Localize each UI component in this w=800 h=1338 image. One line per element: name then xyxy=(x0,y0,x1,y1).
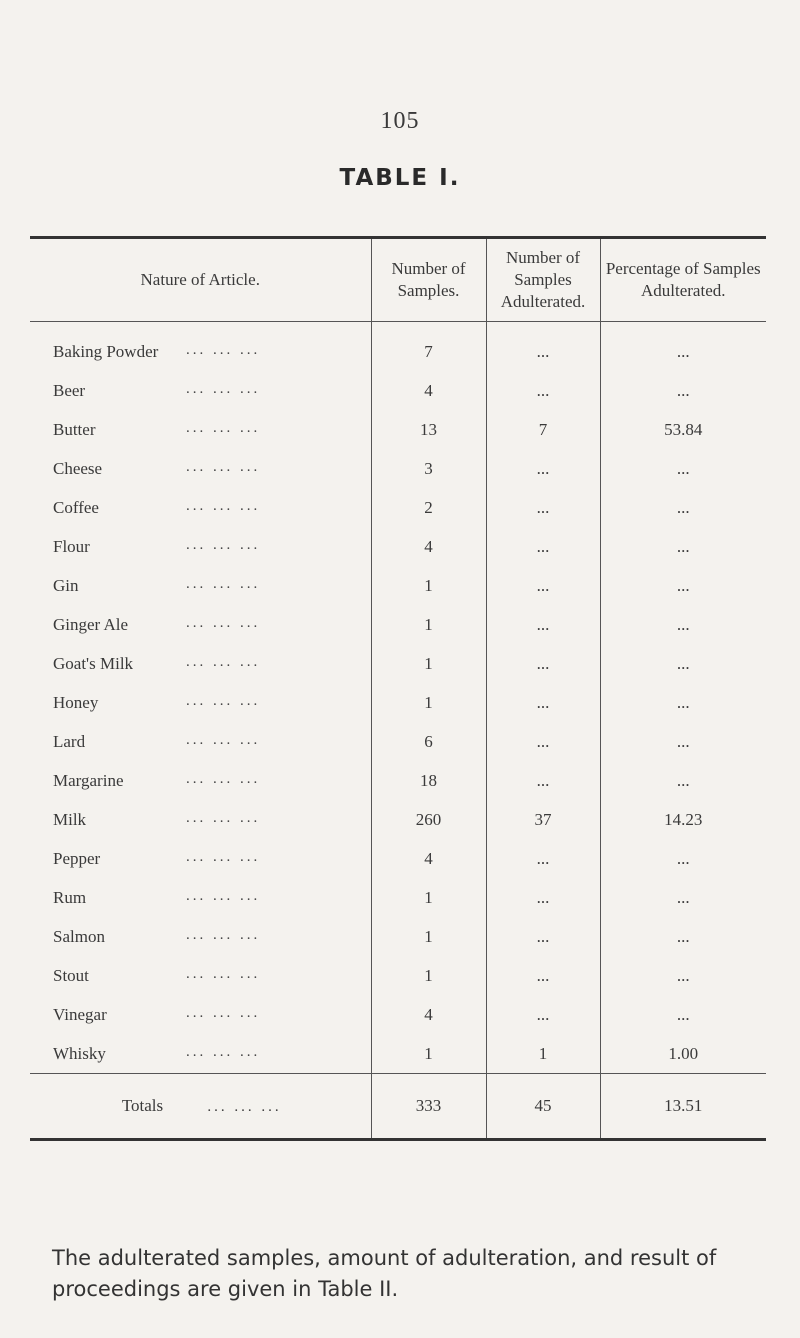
samples-cell: 4 xyxy=(371,995,486,1034)
totals-leader-dots: ... ... ... xyxy=(207,1099,282,1115)
samples-cell: 260 xyxy=(371,800,486,839)
samples-cell: 18 xyxy=(371,761,486,800)
table-row xyxy=(30,449,766,488)
article-cell xyxy=(30,566,371,605)
samples-cell: 2 xyxy=(371,488,486,527)
adulterated-cell: ... xyxy=(486,839,600,878)
percentage-cell: ... xyxy=(600,917,766,956)
percentage-cell: ... xyxy=(600,322,766,372)
percentage-cell: ... xyxy=(600,995,766,1034)
table-row xyxy=(30,566,766,605)
adulterated-cell: ... xyxy=(486,566,600,605)
leader-dots: ... ... ... xyxy=(186,380,261,397)
table-body xyxy=(30,322,766,1074)
percentage-cell: ... xyxy=(600,956,766,995)
article-cell xyxy=(30,761,371,800)
samples-cell: 1 xyxy=(371,566,486,605)
leader-dots: ... ... ... xyxy=(186,575,261,592)
adulterated-cell: ... xyxy=(486,761,600,800)
percentage-cell: 53.84 xyxy=(600,410,766,449)
leader-dots: ... ... ... xyxy=(186,887,261,904)
percentage-cell: ... xyxy=(600,566,766,605)
table-title: TABLE I. xyxy=(339,165,461,191)
article-name: Honey xyxy=(53,692,99,712)
article-name: Flour xyxy=(53,536,90,556)
adulterated-cell: 7 xyxy=(486,410,600,449)
percentage-cell: 14.23 xyxy=(600,800,766,839)
adulterated-cell: 37 xyxy=(486,800,600,839)
article-cell xyxy=(30,956,371,995)
table-row xyxy=(30,322,766,372)
article-cell xyxy=(30,488,371,527)
totals-adulterated: 45 xyxy=(486,1074,600,1139)
adulterated-cell: ... xyxy=(486,449,600,488)
table-row xyxy=(30,410,766,449)
adulterated-cell: ... xyxy=(486,371,600,410)
percentage-cell: ... xyxy=(600,605,766,644)
header-adulterated: Number of Samples Adulterated. xyxy=(486,239,600,322)
leader-dots: ... ... ... xyxy=(186,458,261,475)
article-cell xyxy=(30,800,371,839)
percentage-cell: ... xyxy=(600,371,766,410)
article-cell xyxy=(30,644,371,683)
article-cell xyxy=(30,722,371,761)
article-name: Stout xyxy=(53,965,89,985)
adulterated-cell: ... xyxy=(486,995,600,1034)
samples-cell: 3 xyxy=(371,449,486,488)
samples-cell: 7 xyxy=(371,322,486,372)
article-name: Coffee xyxy=(53,497,99,517)
percentage-cell: ... xyxy=(600,488,766,527)
percentage-cell: ... xyxy=(600,683,766,722)
percentage-cell: ... xyxy=(600,839,766,878)
article-name: Ginger Ale xyxy=(53,614,129,634)
leader-dots: ... ... ... xyxy=(186,731,261,748)
article-name: Butter xyxy=(53,419,96,439)
article-cell xyxy=(30,322,371,372)
article-name: Whisky xyxy=(53,1043,106,1063)
article-cell xyxy=(30,839,371,878)
leader-dots: ... ... ... xyxy=(186,419,261,436)
samples-cell: 1 xyxy=(371,878,486,917)
table-row xyxy=(30,683,766,722)
article-cell xyxy=(30,683,371,722)
samples-cell: 4 xyxy=(371,839,486,878)
leader-dots: ... ... ... xyxy=(186,692,261,709)
percentage-cell: 1.00 xyxy=(600,1034,766,1074)
adulterated-cell: ... xyxy=(486,917,600,956)
samples-cell: 1 xyxy=(371,1034,486,1074)
table-row xyxy=(30,722,766,761)
table-row xyxy=(30,527,766,566)
percentage-cell: ... xyxy=(600,878,766,917)
samples-cell: 1 xyxy=(371,605,486,644)
table-row xyxy=(30,1034,766,1074)
article-cell xyxy=(30,527,371,566)
table-row xyxy=(30,488,766,527)
header-percentage: Percentage of Samples Adulterated. xyxy=(600,239,766,322)
samples-cell: 1 xyxy=(371,644,486,683)
leader-dots: ... ... ... xyxy=(186,497,261,514)
samples-cell: 4 xyxy=(371,371,486,410)
table-row xyxy=(30,956,766,995)
article-name: Beer xyxy=(53,380,86,400)
percentage-cell: ... xyxy=(600,527,766,566)
samples-cell: 1 xyxy=(371,917,486,956)
adulterated-cell: 1 xyxy=(486,1034,600,1074)
leader-dots: ... ... ... xyxy=(186,848,261,865)
adulterated-cell: ... xyxy=(486,488,600,527)
leader-dots: ... ... ... xyxy=(186,341,261,358)
article-name: Goat's Milk xyxy=(53,653,134,673)
article-name: Baking Powder xyxy=(53,341,159,361)
table-row xyxy=(30,644,766,683)
footnote: The adulterated samples, amount of adulteration, and result of proceedings are given in Table II. xyxy=(52,1246,717,1301)
article-name: Gin xyxy=(53,575,79,595)
table-row xyxy=(30,800,766,839)
totals-cell xyxy=(30,1074,371,1139)
percentage-cell: ... xyxy=(600,722,766,761)
article-name: Salmon xyxy=(53,926,105,946)
leader-dots: ... ... ... xyxy=(186,653,261,670)
adulterated-cell: ... xyxy=(486,644,600,683)
percentage-cell: ... xyxy=(600,761,766,800)
article-cell xyxy=(30,1034,371,1074)
percentage-cell: ... xyxy=(600,644,766,683)
table-row xyxy=(30,839,766,878)
article-name: Margarine xyxy=(53,770,124,790)
samples-cell: 1 xyxy=(371,956,486,995)
adulterated-cell: ... xyxy=(486,722,600,761)
article-cell xyxy=(30,371,371,410)
adulterated-cell: ... xyxy=(486,878,600,917)
table-row xyxy=(30,995,766,1034)
leader-dots: ... ... ... xyxy=(186,770,261,787)
totals-samples: 333 xyxy=(371,1074,486,1139)
leader-dots: ... ... ... xyxy=(186,965,261,982)
adulterated-cell: ... xyxy=(486,605,600,644)
article-name: Cheese xyxy=(53,458,103,478)
leader-dots: ... ... ... xyxy=(186,1004,261,1021)
table-row xyxy=(30,605,766,644)
samples-cell: 1 xyxy=(371,683,486,722)
leader-dots: ... ... ... xyxy=(186,536,261,553)
totals-label: Totals xyxy=(121,1096,164,1115)
adulterated-cell: ... xyxy=(486,956,600,995)
article-name: Pepper xyxy=(53,848,101,868)
article-cell xyxy=(30,995,371,1034)
article-cell xyxy=(30,605,371,644)
article-cell xyxy=(30,410,371,449)
article-cell xyxy=(30,917,371,956)
samples-cell: 13 xyxy=(371,410,486,449)
page-number: 105 xyxy=(380,108,420,134)
samples-cell: 6 xyxy=(371,722,486,761)
table-row xyxy=(30,371,766,410)
header-nature: Nature of Article. xyxy=(30,239,371,322)
totals-percentage: 13.51 xyxy=(600,1074,766,1139)
leader-dots: ... ... ... xyxy=(186,926,261,943)
adulterated-cell: ... xyxy=(486,322,600,372)
adulterated-cell: ... xyxy=(486,527,600,566)
samples-cell: 4 xyxy=(371,527,486,566)
article-name: Vinegar xyxy=(53,1004,107,1024)
table-row xyxy=(30,878,766,917)
leader-dots: ... ... ... xyxy=(186,614,261,631)
article-name: Lard xyxy=(53,731,86,751)
adulterated-cell: ... xyxy=(486,683,600,722)
adulteration-table xyxy=(30,236,766,1141)
header-row xyxy=(30,239,766,322)
totals-row xyxy=(30,1074,766,1139)
header-samples: Number of Samples. xyxy=(371,239,486,322)
article-name: Milk xyxy=(53,809,87,829)
table-row xyxy=(30,917,766,956)
leader-dots: ... ... ... xyxy=(186,809,261,826)
percentage-cell: ... xyxy=(600,449,766,488)
article-cell xyxy=(30,878,371,917)
table-row xyxy=(30,761,766,800)
article-name: Rum xyxy=(53,887,87,907)
leader-dots: ... ... ... xyxy=(186,1043,261,1060)
article-cell xyxy=(30,449,371,488)
